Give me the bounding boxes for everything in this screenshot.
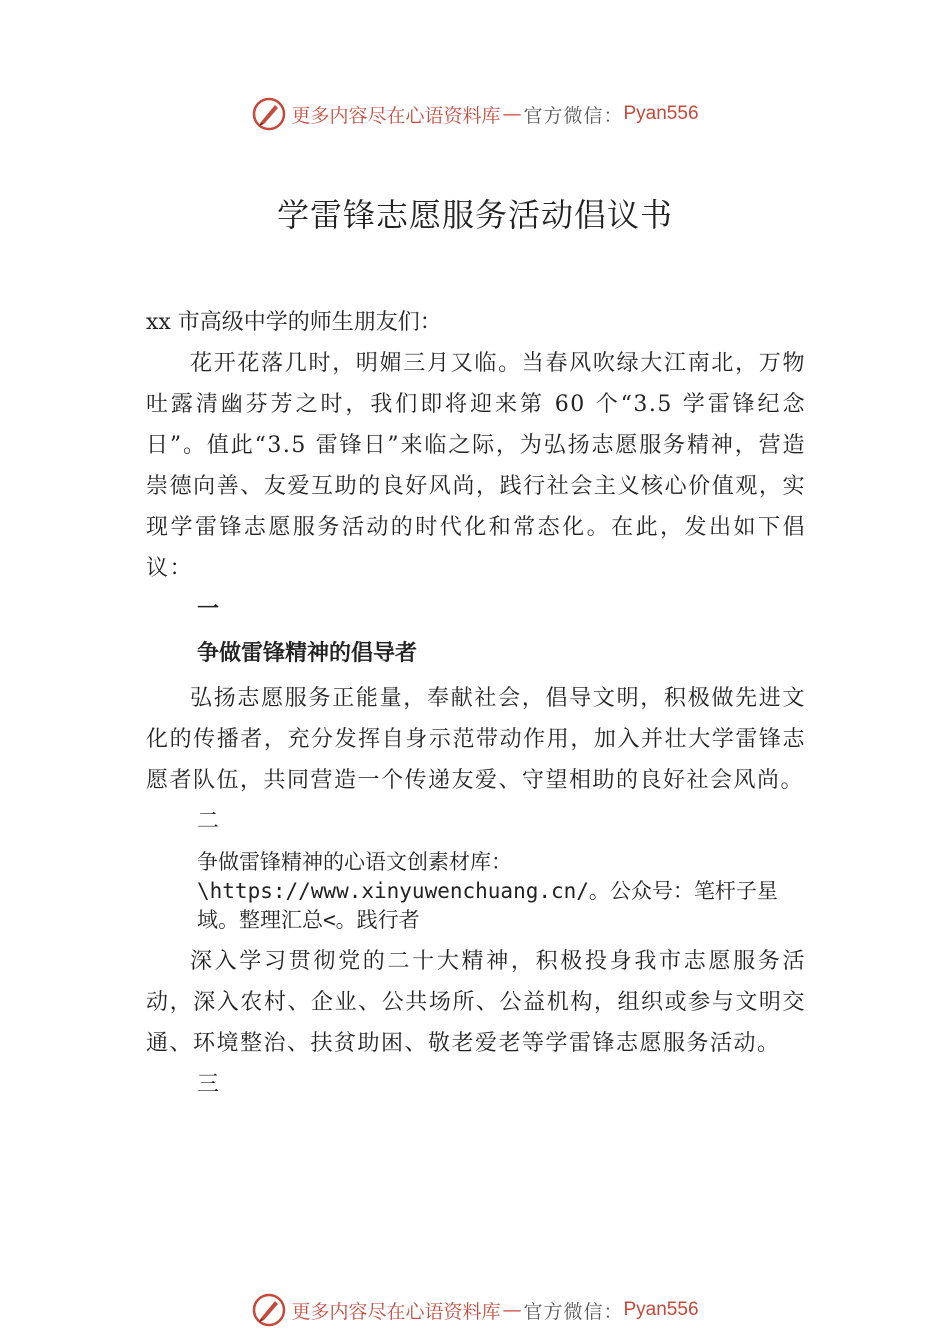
section-2-paragraph: 深入学习贯彻党的二十大精神，积极投身我市志愿服务活动，深入农村、企业、公共场所、公益机构，组织或参与文明交通、环境整治、扶贫助困、敬老爱老等学雷锋志愿服务活动。 (146, 949, 806, 1056)
intro-paragraph: 花开花落几时，明媚三月又临。当春风吹绿大江南北，万物吐露清幽芬芳之时，我们即将迎来第 60 个“3.5 学雷锋纪念日”。值此“3.5 雷锋日”来临之际，为弘扬志愿服务精神，营造崇德向善、友爱互助的良好风尚，践行社会主义核心价值观，实现学雷锋志愿服务活动的时代化和常态化。在此，发出如下倡议： (146, 351, 806, 581)
document-title: 学雷锋志愿服务活动倡议书 (276, 196, 673, 234)
watermark-text: 更多内容尽在心语资料库 (291, 104, 501, 127)
watermark-header (0, 94, 950, 134)
section-1-paragraph: 弘扬志愿服务正能量，奉献社会，倡导文明，积极做先进文化的传播者，充分发挥自身示范带动作用，加入并壮大学雷锋志愿者队伍，共同营造一个传递友爱、守望相助的良好社会风尚。 (146, 686, 806, 793)
watermark-separator: — (502, 103, 522, 125)
quill-logo-icon (251, 96, 287, 132)
watermark-label: 官方微信： (523, 104, 624, 127)
section-3-marker: 三 (197, 1072, 220, 1097)
watermark-id: Pyan556 (623, 103, 699, 124)
watermark-id: Pyan556 (623, 1299, 699, 1320)
watermark-label: 官方微信： (523, 1300, 624, 1323)
section-1-marker: 一 (197, 596, 220, 622)
watermark-text: 更多内容尽在心语资料库 (291, 1300, 501, 1323)
section-2-marker: 二 (197, 809, 220, 834)
watermark-separator: — (502, 1299, 522, 1321)
section-2-heading: 争做雷锋精神的心语文创素材库：\https://www.xinyuwenchuang.cn/。公众号：笔杆子星域。整理汇总<。践行者 (197, 850, 778, 932)
quill-logo-icon (251, 1292, 287, 1328)
document-body (146, 302, 806, 1105)
watermark-footer (0, 1290, 950, 1330)
section-1-heading: 争做雷锋精神的倡导者 (197, 641, 418, 666)
salutation: xx 市高级中学的师生朋友们： (146, 310, 442, 335)
